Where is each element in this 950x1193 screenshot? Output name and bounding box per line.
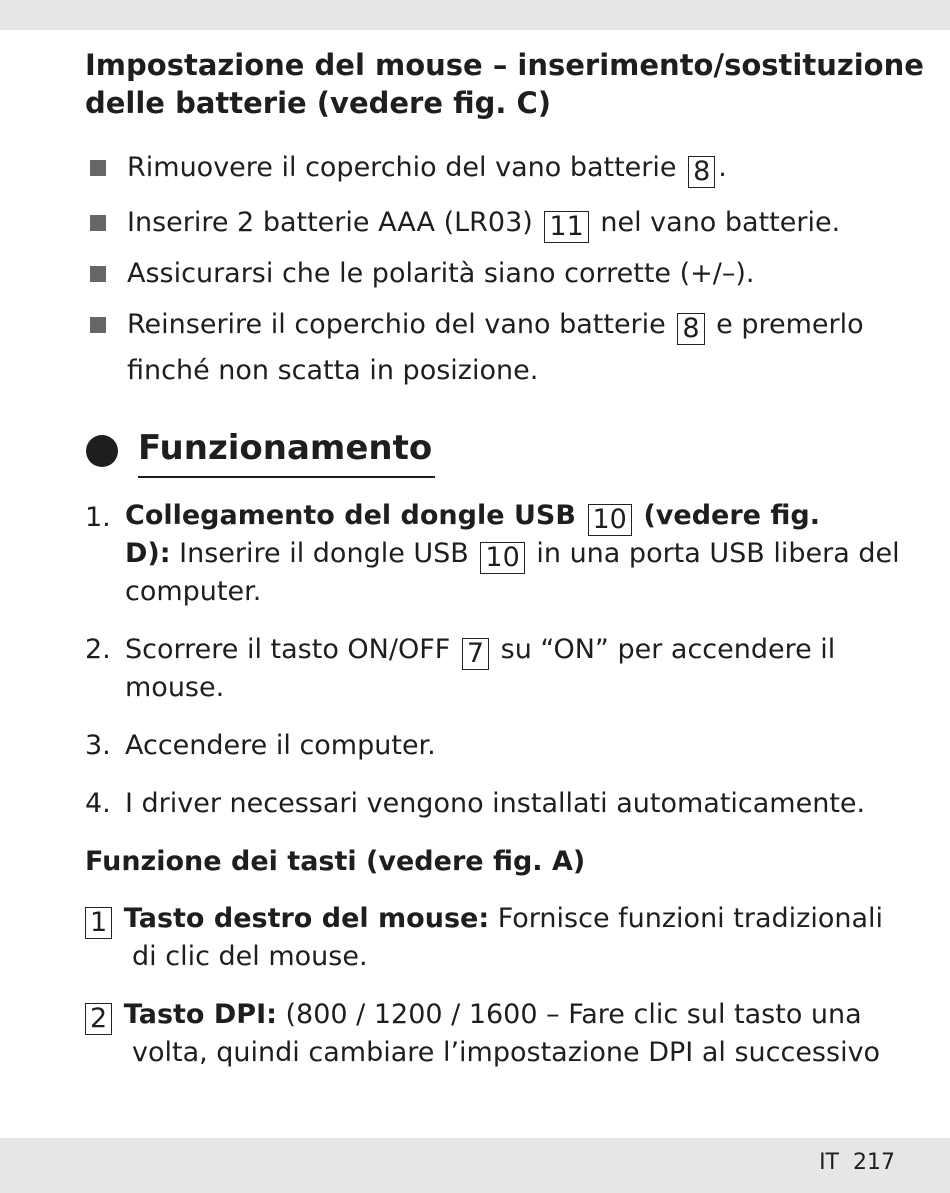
section-title: Funzionamento [138,428,433,468]
step-number: 1. [85,502,111,533]
page-number: 217 [853,1150,895,1175]
step-number: 3. [85,730,111,761]
battery-step-3: Assicurarsi che le polarità siano corrette (+/–). [127,258,755,289]
footer-language: IT [819,1150,839,1175]
square-bullet-icon [90,160,106,176]
page-footer [819,1150,895,1175]
operation-step-1-line1 [125,500,820,536]
key-bold-text: Tasto DPI: [123,999,277,1030]
operation-step-1-line2 [125,538,900,574]
square-bullet-icon [90,317,106,333]
step-bold-text: (vedere fig. [643,500,820,531]
battery-step-2 [127,207,840,243]
step-bold-text: Collegamento del dongle USB [125,500,576,531]
battery-heading-line2: delle batterie (vedere fig. C) [85,86,552,120]
ref-box: 7 [462,638,489,670]
ref-box: 8 [688,156,715,188]
section-bullet-icon [86,435,118,467]
key-text: (800 / 1200 / 1600 – Fare clic sul tasto una [285,999,862,1030]
operation-step-3: Accendere il computer. [125,730,436,761]
keys-heading: Funzione dei tasti (vedere fig. A) [85,846,586,877]
square-bullet-icon [90,215,106,231]
section-title-underline [138,476,435,478]
key-item-1-line1 [85,903,883,939]
step-text: Inserire il dongle USB [179,538,469,569]
step-text: Scorrere il tasto ON/OFF [125,634,451,665]
battery-step-4-line2: finché non scatta in posizione. [127,355,539,386]
operation-step-2-line2: mouse. [125,672,225,703]
battery-step-4 [127,309,864,345]
key-item-2-line2: volta, quindi cambiare l’impostazione DPI al successivo [132,1037,881,1068]
operation-step-4: I driver necessari vengono installati automaticamente. [125,788,866,819]
step-bold-text: D): [125,538,171,569]
battery-step-1 [127,152,727,188]
top-margin-band [0,0,950,30]
step-text: e premerlo [716,309,864,340]
step-text: Inserire 2 batterie AAA (LR03) [127,207,533,238]
step-text: su “ON” per accendere il [500,634,836,665]
ref-box: 8 [677,313,704,345]
key-text: Fornisce funzioni tradizionali [497,903,883,934]
step-text: Rimuovere il coperchio del vano batterie [127,152,677,183]
key-item-1-line2: di clic del mouse. [132,941,368,972]
key-bold-text: Tasto destro del mouse: [123,903,490,934]
square-bullet-icon [90,266,106,282]
step-text: nel vano batterie. [600,207,841,238]
ref-box: 11 [544,211,588,243]
key-item-2-line1 [85,999,862,1035]
ref-box: 2 [85,1003,112,1035]
step-number: 4. [85,788,111,819]
bottom-margin-band [0,1138,950,1193]
operation-step-1-line3: computer. [125,576,262,607]
step-text: in una porta USB libera del [536,538,900,569]
step-text: Reinserire il coperchio del vano batterie [127,309,666,340]
ref-box: 10 [480,542,524,574]
step-text: . [718,152,727,183]
ref-box: 1 [85,907,112,939]
operation-step-2-line1 [125,634,835,670]
step-number: 2. [85,634,111,665]
ref-box: 10 [588,504,632,536]
battery-heading-line1: Impostazione del mouse – inserimento/sostituzione [85,48,924,82]
